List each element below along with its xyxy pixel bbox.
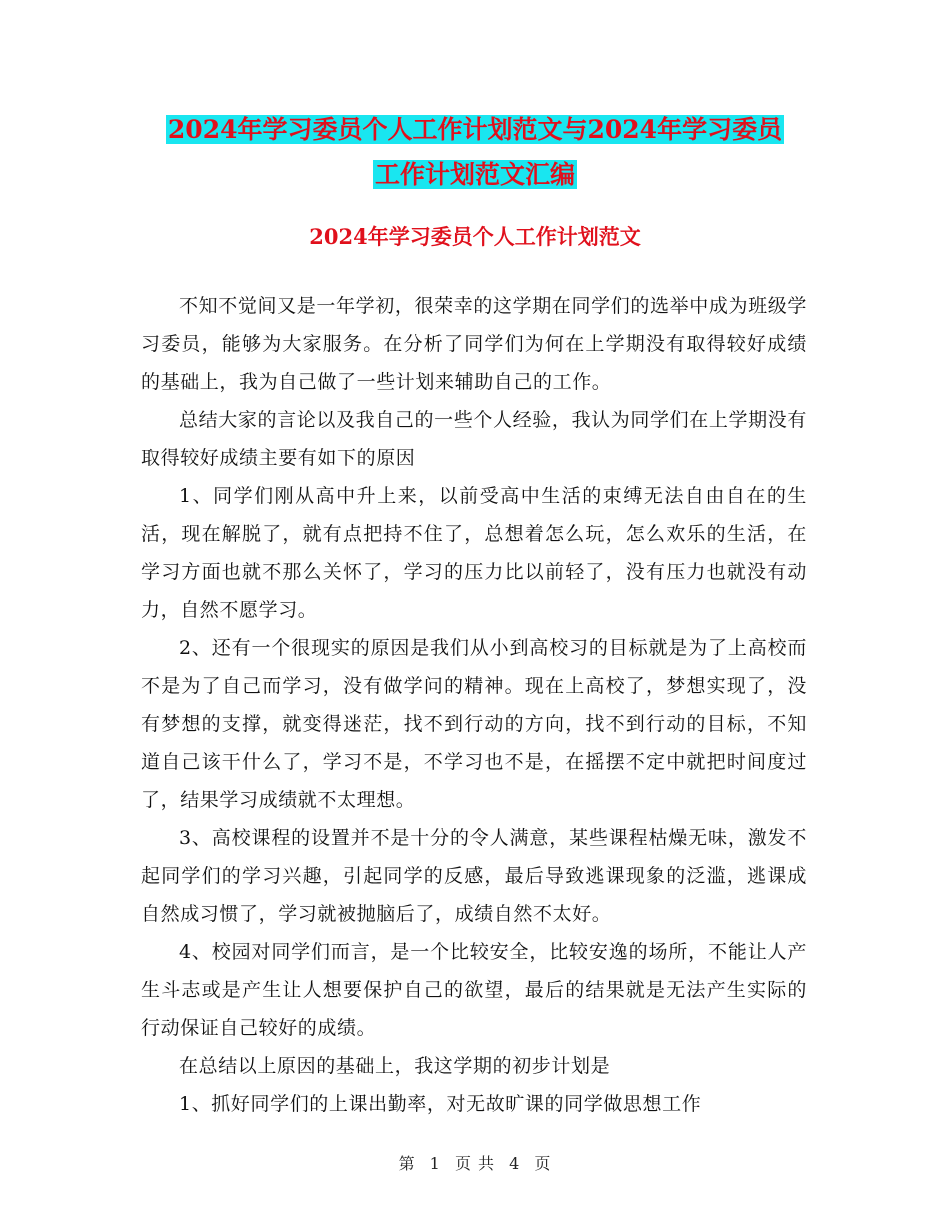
paragraph: 不知不觉间又是一年学初，很荣幸的这学期在同学们的选举中成为班级学习委员，能够为大家服务。在分析了同学们为何在上学期没有取得较好成绩的基础上，我为自己做了一些计划来辅助自己的工作。: [141, 295, 807, 393]
section-title: 2024年学习委员个人工作计划范文: [309, 224, 641, 249]
paragraph: 总结大家的言论以及我自己的一些个人经验，我认为同学们在上学期没有取得较好成绩主要有如下的原因: [141, 409, 807, 469]
document-body: [141, 287, 807, 1123]
footer-prefix: 第: [398, 1154, 416, 1173]
paragraph: 2、还有一个很现实的原因是我们从小到高校习的目标就是为了上高校而不是为了自己而学习，没有做学问的精神。现在上高校了，梦想实现了，没有梦想的支撑，就变得迷茫，找不到行动的方向，找不到行动的目标，不知道自己该干什么了，学习不是，不学习也不是，在摇摆不定中就把时间度过了，结果学习成绩就不太理想。: [141, 637, 807, 811]
paragraph: 1、抓好同学们的上课出勤率，对无故旷课的同学做思想工作: [179, 1093, 702, 1115]
document-title-line-2-text: 工作计划范文汇编: [374, 160, 575, 189]
document-title-line-2: [140, 155, 810, 195]
paragraph: 1、同学们刚从高中升上来，以前受高中生活的束缚无法自由自在的生活，现在解脱了，就有点把持不住了，总想着怎么玩，怎么欢乐的生活，在学习方面也就不那么关怀了，学习的压力比以前轻了，没有压力也就没有动力，自然不愿学习。: [141, 485, 807, 621]
footer-suffix: 页: [534, 1154, 552, 1173]
footer-page-number: 1: [429, 1154, 441, 1173]
document-title-line-1: [140, 110, 810, 150]
paragraph: 在总结以上原因的基础上，我这学期的初步计划是: [179, 1055, 611, 1077]
paragraph: 3、高校课程的设置并不是十分的令人满意，某些课程枯燥无味，激发不起同学们的学习兴趣，引起同学的反感，最后导致逃课现象的泛滥，逃课成自然成习惯了，学习就被抛脑后了，成绩自然不太好。: [141, 827, 807, 925]
footer-middle: 页 共: [454, 1154, 496, 1173]
paragraph: 4、校园对同学们而言，是一个比较安全，比较安逸的场所，不能让人产生斗志或是产生让人想要保护自己的欲望，最后的结果就是无法产生实际的行动保证自己较好的成绩。: [141, 941, 807, 1039]
footer-total-pages: 4: [509, 1154, 521, 1173]
page-footer: [0, 1152, 950, 1176]
document-title-line-1-text: 2024年学习委员个人工作计划范文与2024年学习委员: [167, 115, 783, 144]
